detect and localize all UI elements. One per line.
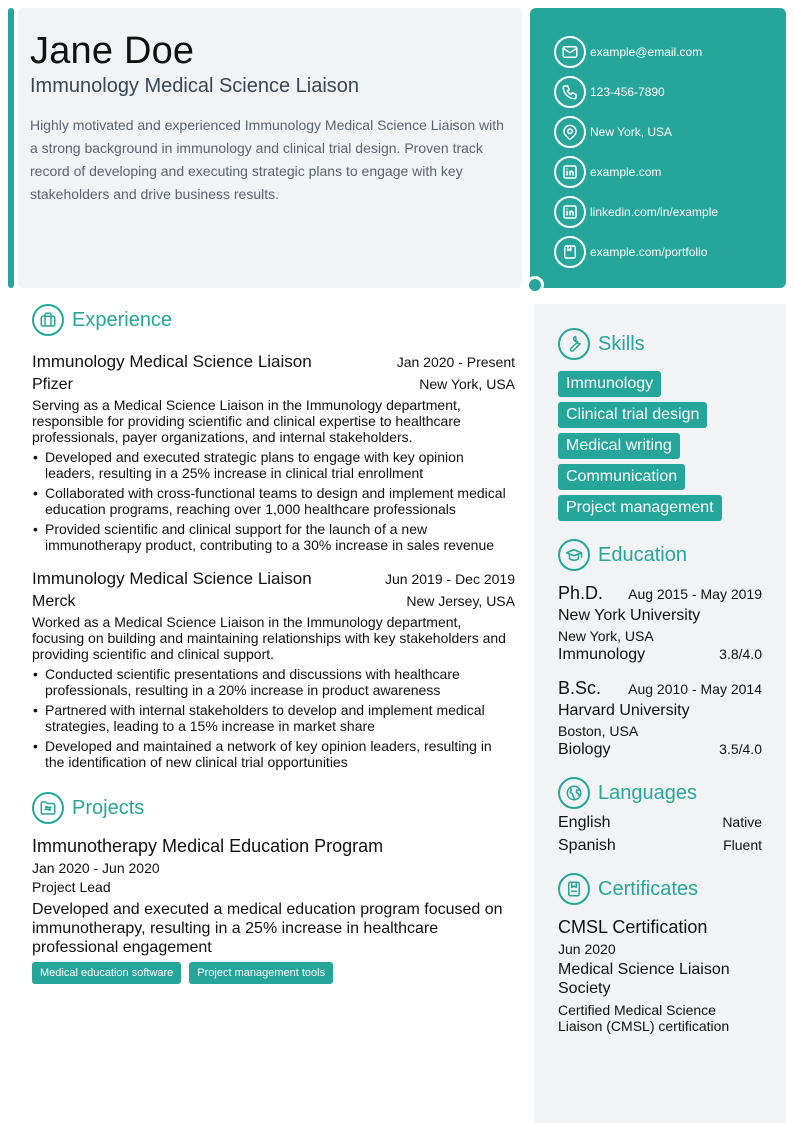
candidate-role: Immunology Medical Science Liaison	[30, 75, 360, 97]
contact-linkedin[interactable]	[554, 192, 786, 232]
job-date: Jun 2019 - Dec 2019	[385, 571, 515, 587]
education-location: Boston, USA	[558, 723, 639, 739]
language-level: Fluent	[723, 837, 762, 853]
envelope-icon	[554, 36, 586, 68]
certificates-title: Certificates	[598, 877, 699, 900]
contact-portfolio[interactable]	[554, 232, 786, 272]
project-tag: Medical education software	[32, 962, 181, 984]
education-header	[558, 539, 762, 571]
skills-list	[558, 366, 762, 521]
job-date: Jan 2020 - Present	[396, 354, 515, 370]
education-field: Biology	[558, 741, 611, 758]
education-gpa: 3.8/4.0	[719, 646, 762, 662]
education-date: Aug 2015 - May 2019	[628, 586, 762, 602]
certificate-icon	[558, 873, 590, 905]
briefcase-icon	[32, 304, 64, 336]
education-school: Harvard University	[558, 702, 690, 719]
globe-icon	[558, 777, 590, 809]
contact-panel	[530, 8, 786, 288]
education-gpa: 3.5/4.0	[719, 741, 762, 757]
experience-title: Experience	[72, 308, 173, 331]
skill-tag: Project management	[558, 495, 722, 521]
education-location: New York, USA	[558, 628, 654, 644]
education-title: Education	[598, 543, 687, 566]
candidate-name: Jane Doe	[30, 30, 195, 72]
phone-icon	[554, 76, 586, 108]
project-tag: Project management tools	[189, 962, 333, 984]
job-bullet: • Collaborated with cross-functional teams to design and implement medical education programs, reaching over 1,000 healthcare professionals	[32, 485, 515, 517]
wrench-icon	[558, 328, 590, 360]
job-description: Serving as a Medical Science Liaison in the Immunology department, responsible for providing scientific and clinical expertise to healthcare professionals, payer organizations, and internal stakeholders.	[32, 397, 461, 445]
contact-phone[interactable]	[554, 72, 786, 112]
certificate-date: Jun 2020	[558, 941, 616, 957]
projects-title: Projects	[72, 796, 145, 819]
job-description: Worked as a Medical Science Liaison in the Immunology department, focusing on building and maintaining relationships with key stakeholders and providing scientific and clinical support.	[32, 614, 506, 662]
header-accent-bar	[8, 8, 14, 288]
project-date: Jan 2020 - Jun 2020	[32, 860, 160, 876]
job-title: Immunology Medical Science Liaison	[32, 352, 312, 371]
job-location: New Jersey, USA	[406, 593, 515, 609]
contact-linkedin-text: linkedin.com/in/example	[590, 205, 719, 219]
education-section	[558, 539, 762, 759]
job-bullet: • Conducted scientific presentations and discussions with healthcare professionals, resulting in a 20% increase in product awareness	[32, 666, 515, 698]
job-bullet: • Partnered with internal stakeholders to develop and implement medical strategies, leading to a 15% increase in market share	[32, 702, 515, 734]
certificate-entry	[558, 917, 762, 1034]
certificates-header	[558, 873, 762, 905]
education-entry	[558, 583, 762, 664]
job-bullet: • Developed and maintained a network of key opinion leaders, resulting in the identification of new clinical trial opportunities	[32, 738, 515, 770]
job-company: Merck	[32, 593, 76, 610]
language-name: Spanish	[558, 837, 616, 854]
map-pin-icon	[554, 116, 586, 148]
summary-text: Highly motivated and experienced Immunology Medical Science Liaison with a strong background in immunology and clinical trial design. Proven track record of developing and executing strategic plans to engage with key stakeholders and drive business results.	[30, 117, 504, 202]
contact-location	[554, 112, 786, 152]
job-bullet: • Provided scientific and clinical support for the launch of a new immunotherapy product, contributing to a 30% increase in sales revenue	[32, 521, 515, 553]
language-name: English	[558, 814, 611, 831]
skills-section	[558, 328, 762, 521]
portfolio-icon	[554, 236, 586, 268]
skill-tag: Communication	[558, 464, 685, 490]
contact-phone-text: 123-456-7890	[590, 85, 665, 99]
job-bullets	[32, 666, 515, 770]
project-description: Developed and executed a medical education program focused on immunotherapy, resulting in a 25% increase in healthcare professional engagement	[32, 901, 503, 956]
project-entry	[32, 836, 515, 984]
languages-title: Languages	[598, 781, 697, 804]
header-summary-panel	[18, 8, 522, 288]
job-title: Immunology Medical Science Liaison	[32, 569, 312, 588]
certificate-issuer: Medical Science Liaison Society	[558, 961, 730, 997]
contact-email[interactable]	[554, 32, 786, 72]
job-bullets	[32, 449, 515, 553]
contact-email-text: example@email.com	[590, 45, 703, 59]
linkedin-icon	[554, 156, 586, 188]
skill-tag: Medical writing	[558, 433, 680, 459]
graduation-cap-icon	[558, 539, 590, 571]
certificate-name: CMSL Certification	[558, 917, 708, 937]
education-school: New York University	[558, 607, 701, 624]
skills-header	[558, 328, 762, 360]
experience-header	[32, 304, 515, 336]
job-location: New York, USA	[419, 376, 515, 392]
job-company: Pfizer	[32, 376, 73, 393]
experience-section	[32, 304, 515, 770]
education-field: Immunology	[558, 646, 646, 663]
languages-section	[558, 777, 762, 855]
language-entry	[558, 837, 762, 855]
skill-tag: Clinical trial design	[558, 402, 707, 428]
folder-icon	[32, 792, 64, 824]
sidebar	[534, 304, 786, 1123]
job-entry	[32, 569, 515, 770]
certificate-description: Certified Medical Science Liaison (CMSL) certification	[558, 1002, 730, 1034]
certificates-section	[558, 873, 762, 1034]
education-degree: Ph.D.	[558, 583, 604, 603]
main-column	[32, 304, 515, 984]
skills-title: Skills	[598, 332, 645, 355]
job-bullet: • Developed and executed strategic plans to engage with key opinion leaders, resulting in a 25% increase in clinical trial enrollment	[32, 449, 515, 481]
projects-section	[32, 792, 515, 984]
project-title: Immunotherapy Medical Education Program	[32, 836, 384, 856]
projects-header	[32, 792, 515, 824]
job-entry	[32, 352, 515, 553]
language-entry	[558, 814, 762, 832]
timeline-dot	[526, 276, 544, 294]
linkedin-icon	[554, 196, 586, 228]
skill-tag: Immunology	[558, 371, 661, 397]
contact-website-text: example.com	[590, 165, 662, 179]
languages-header	[558, 777, 762, 809]
project-role: Project Lead	[32, 879, 111, 895]
contact-location-text: New York, USA	[590, 125, 673, 139]
education-date: Aug 2010 - May 2014	[628, 681, 762, 697]
education-degree: B.Sc.	[558, 678, 602, 698]
contact-portfolio-text: example.com/portfolio	[590, 245, 708, 259]
language-level: Native	[722, 814, 762, 830]
contact-website[interactable]	[554, 152, 786, 192]
project-tags	[32, 962, 515, 984]
education-entry	[558, 678, 762, 759]
